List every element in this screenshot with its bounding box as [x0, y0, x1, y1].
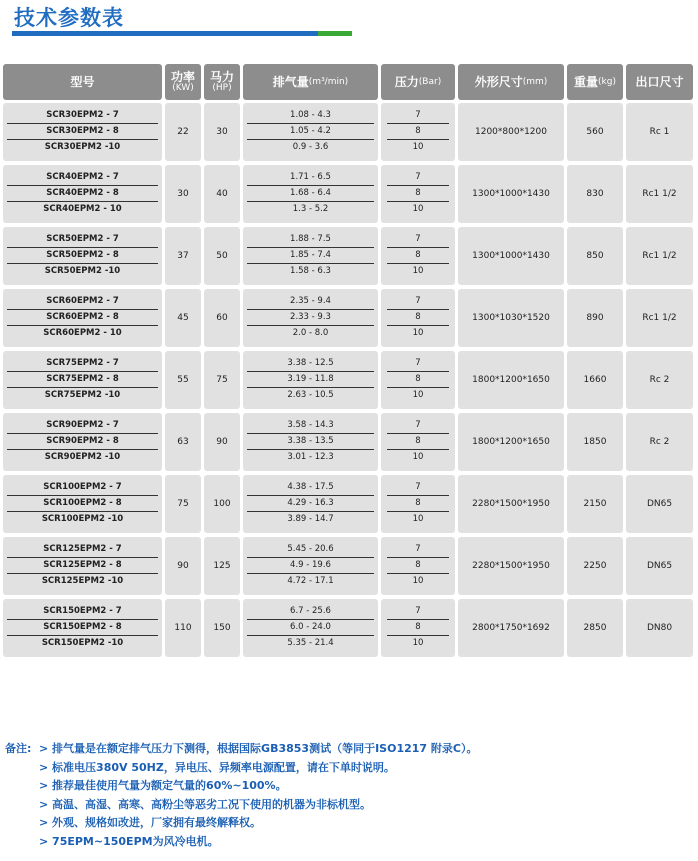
- row-divider: [387, 511, 449, 512]
- outlet-cell: [626, 227, 693, 285]
- flow-value: 2.0 - 8.0: [292, 328, 329, 338]
- hp-cell: [204, 413, 240, 471]
- weight-cell: [567, 599, 623, 657]
- model-name: SCR100EPM2 - 7: [43, 482, 122, 492]
- row-divider: [387, 247, 449, 248]
- weight-value: 560: [586, 127, 604, 137]
- model-name: SCR75EPM2 -10: [44, 390, 121, 400]
- model-cell: [3, 599, 162, 657]
- note-text: > 推荐最佳使用气量为额定气量的60%~100%。: [39, 779, 287, 792]
- model-cell: [3, 103, 162, 161]
- row-divider: [247, 635, 374, 636]
- row-divider: [387, 263, 449, 264]
- outlet-value: Rc 1: [649, 127, 670, 137]
- hp-value: 40: [216, 189, 228, 199]
- pressure-value: 10: [412, 576, 424, 586]
- outlet-value: DN65: [646, 499, 673, 509]
- row-divider: [247, 511, 374, 512]
- row-divider: [7, 495, 158, 496]
- pressure-value: 7: [415, 234, 421, 244]
- hp-cell: [204, 227, 240, 285]
- pressure-value: 8: [415, 312, 421, 322]
- note-text: > 高温、高湿、高寒、高粉尘等恶劣工况下使用的机器为非标机型。: [39, 797, 372, 811]
- dims-cell: [458, 289, 564, 347]
- hp-cell: [204, 289, 240, 347]
- header-dims-unit: (mm): [522, 77, 548, 87]
- row-divider: [387, 123, 449, 124]
- pressure-value: 8: [415, 436, 421, 446]
- model-name: SCR30EPM2 - 7: [46, 110, 119, 120]
- weight-cell: [567, 165, 623, 223]
- row-divider: [7, 263, 158, 264]
- model-name: SCR60EPM2 - 7: [46, 296, 119, 306]
- row-divider: [247, 123, 374, 124]
- flow-cell: [243, 475, 378, 533]
- model-name: SCR60EPM2 - 8: [46, 312, 119, 322]
- header-pressure: [381, 64, 455, 100]
- dims-value: 1300*1030*1520: [472, 313, 550, 323]
- pressure-value: 7: [415, 544, 421, 554]
- outlet-value: Rc 2: [649, 437, 670, 447]
- model-name: SCR125EPM2 - 8: [43, 560, 122, 570]
- row-divider: [387, 495, 449, 496]
- row-divider: [7, 635, 158, 636]
- header-pressure-label: 压力: [394, 75, 419, 89]
- model-name: SCR150EPM2 -10: [41, 638, 124, 648]
- flow-cell: [243, 289, 378, 347]
- flow-cell: [243, 227, 378, 285]
- row-divider: [247, 573, 374, 574]
- model-name: SCR30EPM2 -10: [44, 142, 121, 152]
- pressure-cell: [381, 351, 455, 409]
- pressure-value: 7: [415, 110, 421, 120]
- hp-value: 150: [213, 623, 231, 633]
- header-model-label: 型号: [70, 75, 95, 89]
- dims-value: 2280*1500*1950: [472, 561, 550, 571]
- power-cell: [165, 537, 201, 595]
- power-value: 75: [177, 499, 189, 509]
- flow-value: 2.35 - 9.4: [290, 296, 331, 306]
- row-divider: [247, 325, 374, 326]
- hp-value: 125: [213, 561, 231, 571]
- pressure-value: 10: [412, 452, 424, 462]
- hp-cell: [204, 165, 240, 223]
- outlet-cell: [626, 475, 693, 533]
- weight-cell: [567, 413, 623, 471]
- dims-cell: [458, 227, 564, 285]
- hp-value: 60: [216, 313, 228, 323]
- model-name: SCR60EPM2 - 10: [43, 328, 122, 338]
- outlet-value: Rc1 1/2: [642, 313, 677, 323]
- model-name: SCR50EPM2 -10: [44, 266, 121, 276]
- dims-cell: [458, 103, 564, 161]
- row-divider: [247, 433, 374, 434]
- hp-value: 30: [216, 127, 228, 137]
- model-cell: [3, 537, 162, 595]
- weight-value: 2150: [583, 499, 607, 509]
- page-title: 技术参数表: [14, 6, 124, 30]
- model-cell: [3, 289, 162, 347]
- row-divider: [247, 387, 374, 388]
- row-divider: [7, 185, 158, 186]
- row-divider: [7, 325, 158, 326]
- note-item: [5, 833, 477, 852]
- row-divider: [7, 511, 158, 512]
- row-divider: [7, 139, 158, 140]
- power-value: 45: [177, 313, 189, 323]
- hp-cell: [204, 475, 240, 533]
- outlet-cell: [626, 537, 693, 595]
- power-cell: [165, 351, 201, 409]
- dims-cell: [458, 475, 564, 533]
- flow-value: 4.38 - 17.5: [287, 482, 334, 492]
- dims-cell: [458, 165, 564, 223]
- flow-value: 1.08 - 4.3: [290, 110, 331, 120]
- flow-value: 3.38 - 13.5: [287, 436, 334, 446]
- model-name: SCR40EPM2 - 7: [46, 172, 119, 182]
- row-divider: [387, 433, 449, 434]
- hp-value: 75: [216, 375, 228, 385]
- flow-value: 4.29 - 16.3: [287, 498, 334, 508]
- row-divider: [387, 619, 449, 620]
- flow-cell: [243, 165, 378, 223]
- row-divider: [387, 371, 449, 372]
- header-model: [3, 64, 162, 100]
- flow-cell: [243, 103, 378, 161]
- pressure-value: 10: [412, 142, 424, 152]
- note-item: [5, 796, 477, 815]
- dims-value: 1200*800*1200: [475, 127, 547, 137]
- model-name: SCR50EPM2 - 7: [46, 234, 119, 244]
- header-pressure-unit: (Bar): [418, 77, 442, 87]
- header-dims-label: 外形尺寸: [474, 75, 523, 89]
- header-power: [165, 64, 201, 100]
- flow-value: 6.0 - 24.0: [290, 622, 331, 632]
- model-name: SCR125EPM2 -10: [41, 576, 124, 586]
- power-cell: [165, 413, 201, 471]
- model-name: SCR150EPM2 - 8: [43, 622, 122, 632]
- weight-value: 890: [586, 313, 604, 323]
- weight-value: 2250: [583, 561, 607, 571]
- flow-value: 2.63 - 10.5: [287, 390, 334, 400]
- model-name: SCR90EPM2 -10: [44, 452, 121, 462]
- hp-cell: [204, 351, 240, 409]
- row-divider: [387, 635, 449, 636]
- row-divider: [247, 449, 374, 450]
- pressure-cell: [381, 165, 455, 223]
- weight-value: 2850: [583, 623, 607, 633]
- power-cell: [165, 475, 201, 533]
- model-name: SCR40EPM2 - 8: [46, 188, 119, 198]
- outlet-cell: [626, 289, 693, 347]
- weight-value: 830: [586, 189, 604, 199]
- weight-value: 1660: [583, 375, 607, 385]
- dims-value: 2280*1500*1950: [472, 499, 550, 509]
- row-divider: [7, 557, 158, 558]
- row-divider: [387, 449, 449, 450]
- flow-value: 3.01 - 12.3: [287, 452, 334, 462]
- hp-value: 100: [213, 499, 231, 509]
- pressure-value: 7: [415, 296, 421, 306]
- power-cell: [165, 599, 201, 657]
- row-divider: [247, 247, 374, 248]
- pressure-cell: [381, 103, 455, 161]
- model-name: SCR50EPM2 - 8: [46, 250, 119, 260]
- power-value: 22: [177, 127, 189, 137]
- model-cell: [3, 413, 162, 471]
- pressure-value: 10: [412, 390, 424, 400]
- dims-cell: [458, 537, 564, 595]
- power-cell: [165, 165, 201, 223]
- header-outlet: [626, 64, 693, 100]
- model-cell: [3, 227, 162, 285]
- flow-value: 5.45 - 20.6: [287, 544, 334, 554]
- row-divider: [247, 185, 374, 186]
- row-divider: [247, 139, 374, 140]
- model-cell: [3, 165, 162, 223]
- power-cell: [165, 227, 201, 285]
- row-divider: [7, 123, 158, 124]
- weight-value: 1850: [583, 437, 607, 447]
- note-item: [5, 740, 477, 759]
- header-flow: [243, 64, 378, 100]
- row-divider: [387, 139, 449, 140]
- power-value: 37: [177, 251, 189, 261]
- pressure-value: 10: [412, 204, 424, 214]
- dims-cell: [458, 413, 564, 471]
- model-name: SCR150EPM2 - 7: [43, 606, 122, 616]
- hp-cell: [204, 103, 240, 161]
- flow-value: 1.58 - 6.3: [290, 266, 331, 276]
- flow-cell: [243, 413, 378, 471]
- flow-value: 6.7 - 25.6: [290, 606, 331, 616]
- model-name: SCR90EPM2 - 7: [46, 420, 119, 430]
- hp-value: 50: [216, 251, 228, 261]
- row-divider: [7, 309, 158, 310]
- header-hp: [204, 64, 240, 100]
- row-divider: [247, 495, 374, 496]
- row-divider: [7, 201, 158, 202]
- row-divider: [387, 325, 449, 326]
- flow-value: 1.85 - 7.4: [290, 250, 331, 260]
- outlet-value: Rc1 1/2: [642, 189, 677, 199]
- notes: [5, 740, 477, 851]
- flow-value: 3.38 - 12.5: [287, 358, 334, 368]
- row-divider: [387, 387, 449, 388]
- header-power-label: 功率: [170, 70, 195, 84]
- pressure-cell: [381, 227, 455, 285]
- dims-cell: [458, 599, 564, 657]
- flow-value: 0.9 - 3.6: [292, 142, 329, 152]
- pressure-value: 7: [415, 358, 421, 368]
- weight-cell: [567, 103, 623, 161]
- header-flow-label: 排气量: [272, 75, 309, 89]
- pressure-value: 10: [412, 328, 424, 338]
- model-name: SCR40EPM2 - 10: [43, 204, 122, 214]
- model-cell: [3, 475, 162, 533]
- row-divider: [387, 201, 449, 202]
- flow-value: 1.71 - 6.5: [290, 172, 331, 182]
- row-divider: [387, 309, 449, 310]
- power-value: 30: [177, 189, 189, 199]
- note-item: [5, 759, 477, 778]
- note-text: > 标准电压380V 50HZ，异电压、异频率电源配置，请在下单时说明。: [39, 760, 395, 774]
- flow-cell: [243, 351, 378, 409]
- pressure-cell: [381, 475, 455, 533]
- flow-value: 5.35 - 21.4: [287, 638, 334, 648]
- weight-value: 850: [586, 251, 604, 261]
- outlet-cell: [626, 599, 693, 657]
- pressure-value: 8: [415, 622, 421, 632]
- power-value: 55: [177, 375, 189, 385]
- model-name: SCR125EPM2 - 7: [43, 544, 122, 554]
- flow-value: 4.72 - 17.1: [287, 576, 334, 586]
- pressure-cell: [381, 413, 455, 471]
- pressure-value: 7: [415, 172, 421, 182]
- header-dims: [458, 64, 564, 100]
- pressure-value: 8: [415, 126, 421, 136]
- flow-value: 2.33 - 9.3: [290, 312, 331, 322]
- pressure-value: 8: [415, 188, 421, 198]
- dims-cell: [458, 351, 564, 409]
- row-divider: [7, 371, 158, 372]
- model-name: SCR100EPM2 - 8: [43, 498, 122, 508]
- header-power-unit: (KW): [172, 83, 194, 93]
- row-divider: [387, 185, 449, 186]
- outlet-value: DN65: [646, 561, 673, 571]
- outlet-cell: [626, 351, 693, 409]
- flow-value: 3.89 - 14.7: [287, 514, 334, 524]
- header-flow-unit: (m³/min): [308, 77, 349, 87]
- row-divider: [7, 619, 158, 620]
- flow-value: 1.3 - 5.2: [292, 204, 329, 214]
- header-hp-label: 马力: [209, 70, 234, 84]
- pressure-cell: [381, 537, 455, 595]
- model-name: SCR100EPM2 -10: [41, 514, 124, 524]
- pressure-value: 7: [415, 482, 421, 492]
- power-value: 90: [177, 561, 189, 571]
- header-weight-label: 重量: [574, 75, 599, 89]
- weight-cell: [567, 289, 623, 347]
- note-text: > 75EPM~150EPM为风冷电机。: [39, 834, 219, 848]
- flow-value: 3.58 - 14.3: [287, 420, 334, 430]
- row-divider: [7, 573, 158, 574]
- pressure-cell: [381, 599, 455, 657]
- power-value: 63: [177, 437, 189, 447]
- pressure-value: 8: [415, 560, 421, 570]
- row-divider: [247, 263, 374, 264]
- pressure-value: 10: [412, 638, 424, 648]
- model-name: SCR90EPM2 - 8: [46, 436, 119, 446]
- pressure-value: 7: [415, 606, 421, 616]
- model-cell: [3, 351, 162, 409]
- outlet-value: Rc 2: [649, 375, 670, 385]
- flow-value: 3.19 - 11.8: [287, 374, 334, 384]
- outlet-cell: [626, 165, 693, 223]
- weight-cell: [567, 475, 623, 533]
- row-divider: [247, 557, 374, 558]
- model-name: SCR30EPM2 - 8: [46, 126, 119, 136]
- note-item: [5, 777, 477, 796]
- row-divider: [387, 557, 449, 558]
- header-hp-unit: (HP): [212, 83, 232, 93]
- power-value: 110: [174, 623, 192, 633]
- row-divider: [7, 433, 158, 434]
- outlet-value: DN80: [646, 623, 673, 633]
- hp-value: 90: [216, 437, 228, 447]
- note-text: > 外观、规格如改进，厂家拥有最终解释权。: [39, 816, 262, 829]
- row-divider: [247, 619, 374, 620]
- notes-label: 备注:: [5, 742, 32, 755]
- flow-value: 1.05 - 4.2: [290, 126, 331, 136]
- pressure-cell: [381, 289, 455, 347]
- row-divider: [7, 449, 158, 450]
- outlet-cell: [626, 103, 693, 161]
- dims-value: 1300*1000*1430: [472, 251, 550, 261]
- pressure-value: 8: [415, 374, 421, 384]
- row-divider: [247, 371, 374, 372]
- flow-value: 1.88 - 7.5: [290, 234, 331, 244]
- row-divider: [247, 201, 374, 202]
- header-weight: [567, 64, 623, 100]
- row-divider: [387, 573, 449, 574]
- dims-value: 1800*1200*1650: [472, 375, 550, 385]
- flow-cell: [243, 599, 378, 657]
- header-outlet-label: 出口尺寸: [635, 75, 684, 89]
- note-text: > 排气量是在额定排气压力下测得，根据国际GB3853测试（等同于ISO1217 附录C）。: [39, 742, 478, 755]
- weight-cell: [567, 537, 623, 595]
- power-cell: [165, 103, 201, 161]
- hp-cell: [204, 537, 240, 595]
- pressure-value: 10: [412, 514, 424, 524]
- pressure-value: 8: [415, 498, 421, 508]
- pressure-value: 8: [415, 250, 421, 260]
- weight-cell: [567, 351, 623, 409]
- hp-cell: [204, 599, 240, 657]
- pressure-value: 7: [415, 420, 421, 430]
- model-name: SCR75EPM2 - 8: [46, 374, 119, 384]
- row-divider: [7, 247, 158, 248]
- weight-cell: [567, 227, 623, 285]
- row-divider: [7, 387, 158, 388]
- dims-value: 1300*1000*1430: [472, 189, 550, 199]
- flow-value: 1.68 - 6.4: [290, 188, 331, 198]
- model-name: SCR75EPM2 - 7: [46, 358, 119, 368]
- power-cell: [165, 289, 201, 347]
- dims-value: 1800*1200*1650: [472, 437, 550, 447]
- outlet-value: Rc1 1/2: [642, 251, 677, 261]
- row-divider: [247, 309, 374, 310]
- note-item: [5, 814, 477, 833]
- outlet-cell: [626, 413, 693, 471]
- flow-value: 4.9 - 19.6: [290, 560, 331, 570]
- pressure-value: 10: [412, 266, 424, 276]
- header-weight-unit: (kg): [598, 77, 616, 87]
- flow-cell: [243, 537, 378, 595]
- dims-value: 2800*1750*1692: [472, 623, 550, 633]
